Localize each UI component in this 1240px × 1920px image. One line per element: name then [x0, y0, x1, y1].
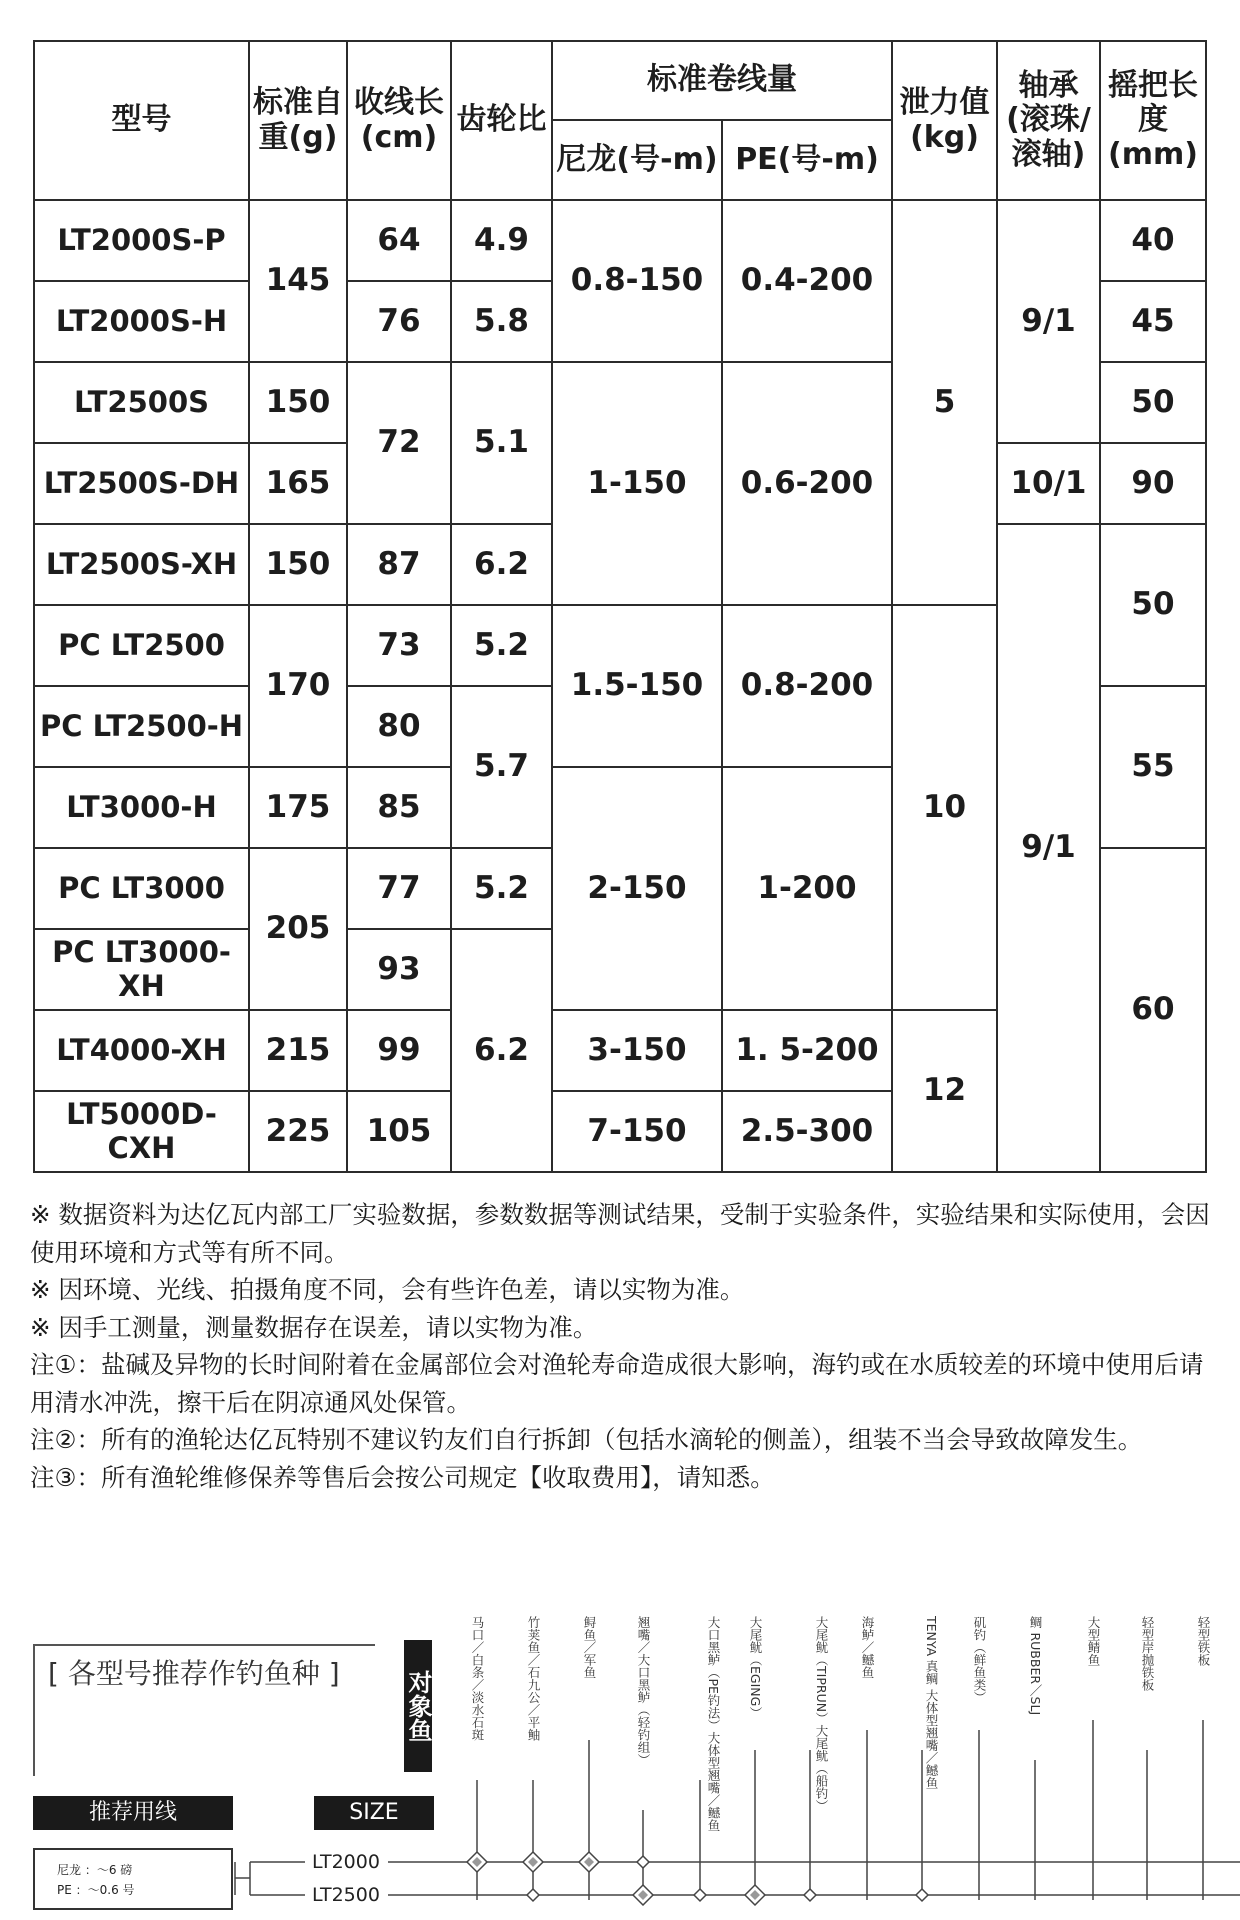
- gear-cell: 6.2: [451, 929, 552, 1172]
- header-gear: 齿轮比: [451, 41, 552, 200]
- fish-column-label: 大口黑鲈（PE钓法）大体型翘嘴／鳡鱼: [706, 1616, 721, 1832]
- retrieve-cell: 77: [347, 848, 451, 929]
- note-item: 注②：所有的渔轮达亿瓦特别不建议钓友们自行拆卸（包括水滴轮的侧盖），组装不当会导致故障发生。: [30, 1425, 1143, 1454]
- gear-cell: 5.2: [451, 605, 552, 686]
- handle-cell: 50: [1100, 524, 1206, 686]
- nylon-cell: 1-150: [552, 362, 722, 605]
- weight-cell: 170: [249, 605, 347, 767]
- model-cell: PC LT2500: [34, 605, 249, 686]
- weight-cell: 145: [249, 200, 347, 362]
- handle-cell: 60: [1100, 848, 1206, 1172]
- handle-cell: 40: [1100, 200, 1206, 281]
- header-model: 型号: [34, 41, 249, 200]
- nylon-cell: 3-150: [552, 1010, 722, 1091]
- gear-cell: 5.2: [451, 848, 552, 929]
- diamond-marker-small: [694, 1889, 706, 1901]
- note-item: ※ 数据资料为达亿瓦内部工厂实验数据，参数数据等测试结果，受制于实验条件，实验结果和实际使用，会因使用环境和方式等有所不同。: [30, 1200, 1210, 1267]
- pe-cell: 0.6-200: [722, 362, 892, 605]
- pe-cell: 1. 5-200: [722, 1010, 892, 1091]
- header-retrieve: 收线长(cm): [347, 41, 451, 200]
- drag-cell: 10: [892, 605, 997, 1010]
- gear-cell: 5.1: [451, 362, 552, 524]
- model-cell: LT2500S-DH: [34, 443, 249, 524]
- note-item: 注①：盐碱及异物的长时间附着在金属部位会对渔轮寿命造成很大影响，海钓或在水质较差的环境中使用后请用清水冲洗，擦干后在阴凉通风处保管。: [30, 1350, 1204, 1417]
- model-cell: LT2500S-XH: [34, 524, 249, 605]
- header-bearing: 轴承(滚珠/滚轴): [997, 41, 1100, 200]
- header-pe: PE(号-m): [722, 120, 892, 200]
- gear-cell: 6.2: [451, 524, 552, 605]
- drag-cell: 12: [892, 1010, 997, 1172]
- weight-cell: 205: [249, 848, 347, 1010]
- note-item: 注③：所有渔轮维修保养等售后会按公司规定【收取费用】，请知悉。: [30, 1462, 775, 1492]
- fish-column-label: 马口／白条／淡水石斑: [470, 1616, 485, 1741]
- header-drag: 泄力值(kg): [892, 41, 997, 200]
- weight-cell: 175: [249, 767, 347, 848]
- retrieve-cell: 64: [347, 200, 451, 281]
- model-cell: LT2500S: [34, 362, 249, 443]
- fish-column-label: TENYA 真鲷 大体型翘嘴／鳡鱼: [924, 1616, 939, 1790]
- header-capacity: 标准卷线量: [552, 41, 892, 120]
- pe-cell: 0.4-200: [722, 200, 892, 362]
- pe-cell: 0.8-200: [722, 605, 892, 767]
- bearing-cell: 10/1: [997, 443, 1100, 524]
- retrieve-cell: 93: [347, 929, 451, 1010]
- model-cell: LT2000S-P: [34, 200, 249, 281]
- retrieve-cell: 73: [347, 605, 451, 686]
- retrieve-cell: 85: [347, 767, 451, 848]
- handle-cell: 55: [1100, 686, 1206, 848]
- diamond-marker-small: [916, 1889, 928, 1901]
- bearing-cell: 9/1: [997, 200, 1100, 443]
- drag-cell: 5: [892, 200, 997, 605]
- line-pe: PE ：～0.6 号: [57, 1883, 135, 1897]
- header-handle: 摇把长度(mm): [1100, 41, 1206, 200]
- fish-column-label: 翘嘴／大口黑鲈（轻钓组）: [636, 1616, 651, 1766]
- model-cell: LT2000S-H: [34, 281, 249, 362]
- fish-column-label: 大尾鱿（EGING）: [748, 1616, 763, 1719]
- model-cell: PC LT2500-H: [34, 686, 249, 767]
- model-cell: LT3000-H: [34, 767, 249, 848]
- diamond-marker-small: [637, 1856, 649, 1868]
- spec-table: [33, 40, 1207, 1173]
- size-row-label: LT2500: [312, 1884, 380, 1906]
- fish-chart-lines: [0, 1600, 1240, 1920]
- model-cell: PC LT3000: [34, 848, 249, 929]
- retrieve-cell: 99: [347, 1010, 451, 1091]
- retrieve-cell: 72: [347, 362, 451, 524]
- note-item: ※ 因手工测量，测量数据存在误差，请以实物为准。: [30, 1312, 598, 1342]
- weight-cell: 150: [249, 524, 347, 605]
- fish-column-label: 鲷 RUBBER／SLJ: [1028, 1616, 1043, 1716]
- diamond-marker-small: [804, 1889, 816, 1901]
- retrieve-cell: 76: [347, 281, 451, 362]
- handle-cell: 90: [1100, 443, 1206, 524]
- fish-column-label: 轻型铁板: [1196, 1616, 1211, 1666]
- retrieve-cell: 80: [347, 686, 451, 767]
- model-cell: LT5000D-CXH: [34, 1091, 249, 1172]
- model-cell: PC LT3000-XH: [34, 929, 249, 1010]
- retrieve-cell: 87: [347, 524, 451, 605]
- fish-recommendation-panel: [0, 1600, 1240, 1920]
- target-fish-label: 对象鱼: [404, 1640, 432, 1772]
- fish-column-label: 海鲈／鳡鱼: [860, 1616, 875, 1679]
- nylon-cell: 7-150: [552, 1091, 722, 1172]
- retrieve-cell: 105: [347, 1091, 451, 1172]
- gear-cell: 5.7: [451, 686, 552, 848]
- fish-column-label: 竹荚鱼／石九公／平鲉: [526, 1616, 541, 1741]
- pe-cell: 1-200: [722, 767, 892, 1010]
- weight-cell: 165: [249, 443, 347, 524]
- fish-column-label: 大尾鱿（TIPRUN）大尾鱿（船钓）: [814, 1616, 829, 1813]
- handle-cell: 45: [1100, 281, 1206, 362]
- header-weight: 标准自重(g): [249, 41, 347, 200]
- pe-cell: 2.5-300: [722, 1091, 892, 1172]
- line-label: 推荐用线: [33, 1796, 233, 1830]
- fish-column-label: 鲟鱼／军鱼: [582, 1616, 597, 1679]
- diamond-marker-small: [527, 1889, 539, 1901]
- fish-column-label: 大型鲭鱼: [1086, 1616, 1101, 1666]
- notes-section: [30, 1196, 1210, 1496]
- fish-column-label: 轻型岸抛铁板: [1140, 1616, 1155, 1691]
- size-row-label: LT2000: [312, 1851, 380, 1873]
- nylon-cell: 2-150: [552, 767, 722, 1010]
- bearing-cell: 9/1: [997, 524, 1100, 1172]
- nylon-cell: 1.5-150: [552, 605, 722, 767]
- weight-cell: 150: [249, 362, 347, 443]
- nylon-cell: 0.8-150: [552, 200, 722, 362]
- fish-column-label: 矶钓（鲜鱼类）: [972, 1616, 987, 1704]
- weight-cell: 225: [249, 1091, 347, 1172]
- gear-cell: 5.8: [451, 281, 552, 362]
- weight-cell: 215: [249, 1010, 347, 1091]
- size-label: SIZE: [314, 1796, 434, 1830]
- note-item: ※ 因环境、光线、拍摄角度不同，会有些许色差，请以实物为准。: [30, 1275, 745, 1304]
- gear-cell: 4.9: [451, 200, 552, 281]
- handle-cell: 50: [1100, 362, 1206, 443]
- header-nylon: 尼龙(号-m): [552, 120, 722, 200]
- line-nylon: 尼龙 ：～6 磅: [57, 1863, 133, 1877]
- fish-panel-title: [ 各型号推荐作钓鱼种 ]: [48, 1657, 340, 1690]
- model-cell: LT4000-XH: [34, 1010, 249, 1091]
